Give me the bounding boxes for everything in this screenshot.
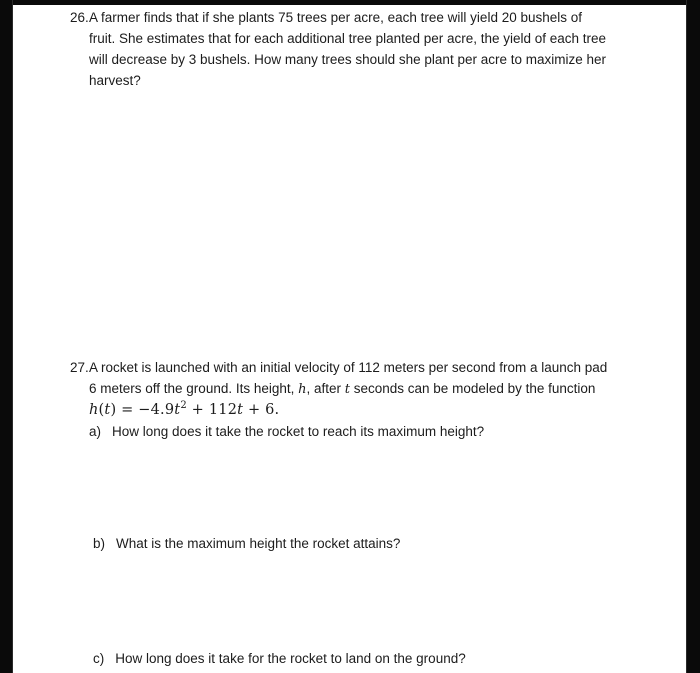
problem-26-body [89,7,606,91]
problem-27 [70,357,607,442]
part-c-label: c) [93,651,105,666]
equation-mid1: ) = −4.9 [110,402,175,418]
problem-27-line-2-text-a: 6 meters off the ground. Its height, [89,381,299,396]
top-border-bar [0,0,700,5]
right-border-bar [686,0,700,673]
problem-27-number: 27. [70,360,89,375]
part-c-question: How long does it take for the rocket to land on the ground? [115,651,466,666]
variable-t: t [344,382,350,397]
problem-26-line-3: will decrease by 3 bushels. How many trees should she plant per acre to maximize her [89,52,606,67]
equation-open-paren: ( [98,402,105,418]
part-c [93,648,466,669]
equation-mid2: + 112 [186,402,238,418]
part-b-question: What is the maximum height the rocket attains? [116,536,401,551]
equation-end: + 6. [243,402,280,418]
part-b-label: b) [93,536,106,551]
problem-26-number: 26. [70,10,89,25]
problem-27-line-2-text-c: seconds can be modeled by the function [350,381,596,396]
problem-26-line-4: harvest? [89,73,141,88]
problem-27-line-2 [89,378,607,400]
problem-26 [70,7,606,91]
part-b [93,533,400,554]
problem-27-line-2-text-b: , after [306,381,345,396]
variable-h: h [298,382,307,397]
equation-var-t1: t [104,402,111,418]
equation-var-t2: t [174,402,181,418]
equation-var-h: h [89,402,99,418]
part-a-label: a) [89,424,102,439]
problem-27-body [89,357,607,442]
part-a-question: How long does it take the rocket to reach its maximum height? [112,424,485,439]
left-border-bar [0,0,13,673]
problem-26-line-2: fruit. She estimates that for each additional tree planted per acre, the yield of each tree [89,31,607,46]
height-equation [89,400,607,421]
part-a [89,421,607,442]
problem-27-line-1: A rocket is launched with an initial velocity of 112 meters per second from a launch pad [89,360,608,375]
equation-exponent: 2 [180,400,187,412]
problem-26-line-1: A farmer finds that if she plants 75 trees per acre, each tree will yield 20 bushels of [89,10,583,25]
equation-var-t3: t [237,402,244,418]
